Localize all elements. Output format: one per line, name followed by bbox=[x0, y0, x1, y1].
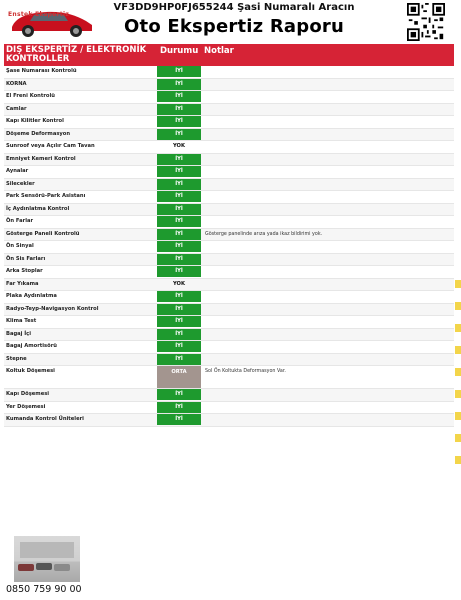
row-label: Bagaj Amortisörü bbox=[6, 343, 57, 349]
table-row bbox=[4, 304, 454, 317]
row-label: Kapı Kilitler Kontrol bbox=[6, 118, 64, 124]
row-label: Kapı Döşemesi bbox=[6, 391, 50, 397]
inspection-table bbox=[4, 44, 454, 427]
page-edge-decoration bbox=[455, 280, 461, 470]
column-header-section: DIŞ EKSPERTİZ / ELEKTRONİK KONTROLLER bbox=[6, 45, 147, 64]
table-row bbox=[4, 79, 454, 92]
table-row bbox=[4, 354, 454, 367]
row-label: Şase Numarası Kontrolü bbox=[6, 68, 77, 74]
table-row bbox=[4, 329, 454, 342]
status-badge: İYİ bbox=[157, 179, 201, 190]
row-label: Ön Sis Farları bbox=[6, 255, 46, 262]
qr-code-icon bbox=[406, 3, 446, 41]
row-label: El Freni Kontrolü bbox=[6, 93, 55, 99]
row-label: KORNA bbox=[6, 80, 27, 87]
status-badge: İYİ bbox=[157, 104, 201, 115]
row-label: Far Yıkama bbox=[6, 280, 39, 287]
status-badge: İYİ bbox=[157, 304, 201, 315]
table-row bbox=[4, 116, 454, 129]
status-badge: İYİ bbox=[157, 166, 201, 177]
status-badge: İYİ bbox=[157, 414, 201, 425]
row-label: Bagaj İçi bbox=[6, 330, 32, 337]
row-label: Park Sensörü-Park Asistanı bbox=[6, 193, 86, 199]
table-body bbox=[4, 66, 454, 427]
column-header-status: Durumu bbox=[160, 46, 199, 56]
row-label: Silecekler bbox=[6, 180, 35, 187]
table-row bbox=[4, 66, 454, 79]
row-label: Sunroof veya Açılır Cam Tavan bbox=[6, 143, 95, 149]
table-row bbox=[4, 402, 454, 415]
row-label: Yer Döşemesi bbox=[6, 403, 46, 410]
status-badge: İYİ bbox=[157, 66, 201, 77]
table-row bbox=[4, 279, 454, 292]
status-badge: İYİ bbox=[157, 229, 201, 240]
table-row bbox=[4, 266, 454, 279]
row-label: Stepne bbox=[6, 355, 27, 362]
status-badge: İYİ bbox=[157, 341, 201, 352]
status-badge: İYİ bbox=[157, 266, 201, 277]
table-row bbox=[4, 166, 454, 179]
status-badge: İYİ bbox=[157, 254, 201, 265]
table-row bbox=[4, 254, 454, 267]
table-row bbox=[4, 316, 454, 329]
table-row bbox=[4, 191, 454, 204]
table-row bbox=[4, 141, 454, 154]
status-badge: İYİ bbox=[157, 191, 201, 202]
status-badge: İYİ bbox=[157, 216, 201, 227]
table-row bbox=[4, 216, 454, 229]
report-header bbox=[0, 0, 461, 44]
status-badge: İYİ bbox=[157, 129, 201, 140]
row-note: Sol Ön Koltukta Deformasyon Var. bbox=[205, 369, 286, 374]
row-label: Kumanda Kontrol Üniteleri bbox=[6, 416, 84, 422]
status-badge: İYİ bbox=[157, 354, 201, 365]
row-note: Gösterge panelinde arıza yada ikaz bildirimi yok. bbox=[205, 231, 323, 237]
row-label: Klima Test bbox=[6, 318, 37, 324]
status-badge: ORTA bbox=[157, 366, 201, 388]
table-row bbox=[4, 414, 454, 427]
status-badge: İYİ bbox=[157, 402, 201, 413]
row-label: Aynalar bbox=[6, 168, 29, 174]
table-row bbox=[4, 179, 454, 192]
page-title: Oto Ekspertiz Raporu bbox=[124, 16, 344, 37]
status-badge: İYİ bbox=[157, 79, 201, 90]
status-badge: İYİ bbox=[157, 241, 201, 252]
table-row bbox=[4, 366, 454, 389]
row-label: Koltuk Döşemesi bbox=[6, 368, 55, 374]
status-badge: İYİ bbox=[157, 154, 201, 165]
vin-line: VF3DD9HP0FJ655244 Şasi Numaralı Aracın bbox=[113, 2, 355, 13]
status-badge: İYİ bbox=[157, 329, 201, 340]
status-badge: YOK bbox=[172, 143, 185, 149]
logo-watermark: Enstek Ekspertiz bbox=[8, 11, 70, 18]
table-row bbox=[4, 229, 454, 242]
status-badge: İYİ bbox=[157, 91, 201, 102]
row-label: Plaka Aydınlatma bbox=[6, 293, 57, 299]
car-image bbox=[6, 3, 98, 39]
row-label: Radyo-Teyp-Navigasyon Kontrol bbox=[6, 305, 99, 312]
status-badge: YOK bbox=[172, 280, 185, 287]
table-row bbox=[4, 241, 454, 254]
table-row bbox=[4, 91, 454, 104]
status-badge: İYİ bbox=[157, 116, 201, 127]
row-label: Emniyet Kemeri Kontrol bbox=[6, 155, 76, 162]
row-label: Camlar bbox=[6, 105, 27, 112]
column-header-notes: Notlar bbox=[204, 46, 234, 56]
table-row bbox=[4, 204, 454, 217]
table-row bbox=[4, 341, 454, 354]
row-label: Arka Stoplar bbox=[6, 268, 43, 274]
table-row bbox=[4, 154, 454, 167]
status-badge: İYİ bbox=[157, 204, 201, 215]
table-row bbox=[4, 104, 454, 117]
row-label: Döşeme Deformasyon bbox=[6, 130, 71, 137]
row-label: İç Aydınlatma Kontrol bbox=[6, 205, 70, 212]
status-badge: İYİ bbox=[157, 389, 201, 400]
phone-number: 0850 759 90 00 bbox=[6, 584, 82, 595]
status-badge: İYİ bbox=[157, 316, 201, 327]
row-label: Gösterge Paneli Kontrolü bbox=[6, 230, 80, 237]
table-row bbox=[4, 389, 454, 402]
row-label: Ön Sinyal bbox=[6, 243, 34, 249]
dealership-photo bbox=[14, 536, 80, 582]
table-header bbox=[4, 44, 454, 66]
status-badge: İYİ bbox=[157, 291, 201, 302]
table-row bbox=[4, 129, 454, 142]
table-row bbox=[4, 291, 454, 304]
row-label: Ön Farlar bbox=[6, 218, 34, 224]
